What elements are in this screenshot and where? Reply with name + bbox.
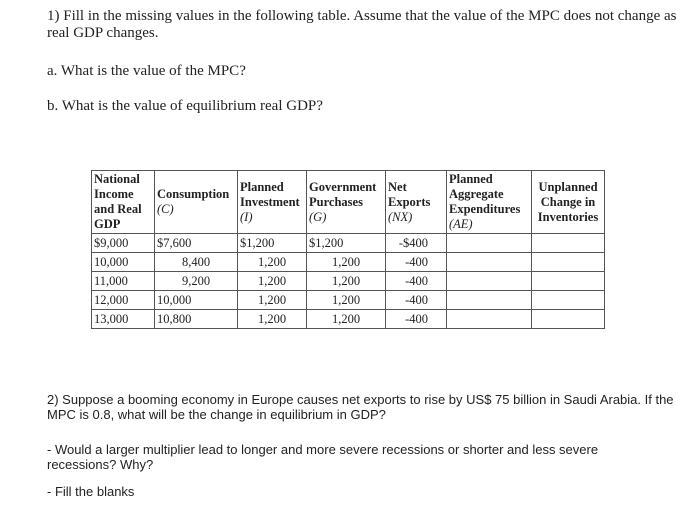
cell-government: $1,200: [307, 234, 386, 253]
cell-gdp: 13,000: [92, 310, 155, 329]
cell-net-exports: -$400: [386, 234, 447, 253]
header-consumption: [155, 171, 238, 234]
header-line: Inventories: [537, 209, 599, 224]
cell-aggregate-expenditures[interactable]: [447, 272, 532, 291]
question-2-fill-instruction: - Fill the blanks: [47, 484, 135, 499]
cell-investment: 1,200: [238, 291, 307, 310]
header-line: (G): [309, 209, 327, 224]
cell-investment: 1,200: [238, 310, 307, 329]
table-row: [92, 291, 605, 310]
expenditure-table: [91, 170, 605, 329]
header-government: [307, 171, 386, 234]
header-aggregate-expenditures: [447, 171, 532, 234]
cell-gdp: $9,000: [92, 234, 155, 253]
header-unplanned-inventories: [532, 171, 605, 234]
header-line: Planned: [449, 172, 493, 186]
table-row: [92, 272, 605, 291]
cell-consumption: 10,000: [155, 291, 238, 310]
header-line: Consumption: [157, 187, 230, 201]
cell-government: 1,200: [307, 291, 386, 310]
header-investment: [238, 171, 307, 234]
cell-investment: $1,200: [238, 234, 307, 253]
cell-unplanned-inventories[interactable]: [532, 234, 605, 253]
header-line: and Real: [94, 202, 142, 216]
header-line: National: [94, 172, 140, 186]
cell-net-exports: -400: [386, 310, 447, 329]
header-line: Aggregate: [449, 187, 504, 201]
header-line: Change in: [540, 194, 596, 209]
header-line: Unplanned: [538, 179, 598, 194]
table-row: [92, 253, 605, 272]
cell-government: 1,200: [307, 253, 386, 272]
header-line: (AE): [449, 217, 473, 231]
cell-gdp: 12,000: [92, 291, 155, 310]
header-line: Exports: [388, 194, 431, 209]
cell-net-exports: -400: [386, 272, 447, 291]
question-1-text: 1) Fill in the missing values in the following table. Assume that the value of the MPC does not change as real GDP changes.: [47, 8, 677, 41]
header-line: GDP: [94, 217, 121, 231]
question-2-subquestion: - Would a larger multiplier lead to longer and more severe recessions or shorter and less severe recessions? Why?: [47, 442, 599, 472]
cell-investment: 1,200: [238, 272, 307, 291]
header-line: Planned: [240, 179, 284, 194]
header-line: Expenditures: [449, 202, 521, 216]
header-line: (C): [157, 202, 174, 216]
cell-unplanned-inventories[interactable]: [532, 253, 605, 272]
cell-consumption: 8,400: [155, 253, 238, 272]
cell-net-exports: -400: [386, 291, 447, 310]
cell-unplanned-inventories[interactable]: [532, 272, 605, 291]
cell-aggregate-expenditures[interactable]: [447, 291, 532, 310]
cell-aggregate-expenditures[interactable]: [447, 234, 532, 253]
header-line: Government: [309, 179, 377, 194]
header-line: Income: [94, 187, 134, 201]
header-national-income: [92, 171, 155, 234]
header-line: Purchases: [309, 194, 363, 209]
question-1a-text: a. What is the value of the MPC?: [47, 63, 246, 79]
cell-unplanned-inventories[interactable]: [532, 310, 605, 329]
cell-consumption: 9,200: [155, 272, 238, 291]
cell-unplanned-inventories[interactable]: [532, 291, 605, 310]
table-row: [92, 310, 605, 329]
header-line: (NX): [388, 209, 413, 224]
cell-gdp: 11,000: [92, 272, 155, 291]
header-net-exports: [386, 171, 447, 234]
question-2-text: 2) Suppose a booming economy in Europe causes net exports to rise by US$ 75 billion in Saudi Arabia. If the MPC is 0.8, what will be the change in equilibrium in GDP?: [47, 392, 674, 422]
cell-consumption: 10,800: [155, 310, 238, 329]
cell-gdp: 10,000: [92, 253, 155, 272]
header-line: Net: [388, 179, 407, 194]
cell-aggregate-expenditures[interactable]: [447, 253, 532, 272]
cell-aggregate-expenditures[interactable]: [447, 310, 532, 329]
cell-net-exports: -400: [386, 253, 447, 272]
cell-government: 1,200: [307, 272, 386, 291]
cell-consumption: $7,600: [155, 234, 238, 253]
header-line: Investment: [240, 194, 300, 209]
table-header-row: [92, 171, 605, 234]
table-row: [92, 234, 605, 253]
cell-investment: 1,200: [238, 253, 307, 272]
cell-government: 1,200: [307, 310, 386, 329]
question-1b-text: b. What is the value of equilibrium real GDP?: [47, 98, 323, 114]
header-line: (I): [240, 209, 253, 224]
